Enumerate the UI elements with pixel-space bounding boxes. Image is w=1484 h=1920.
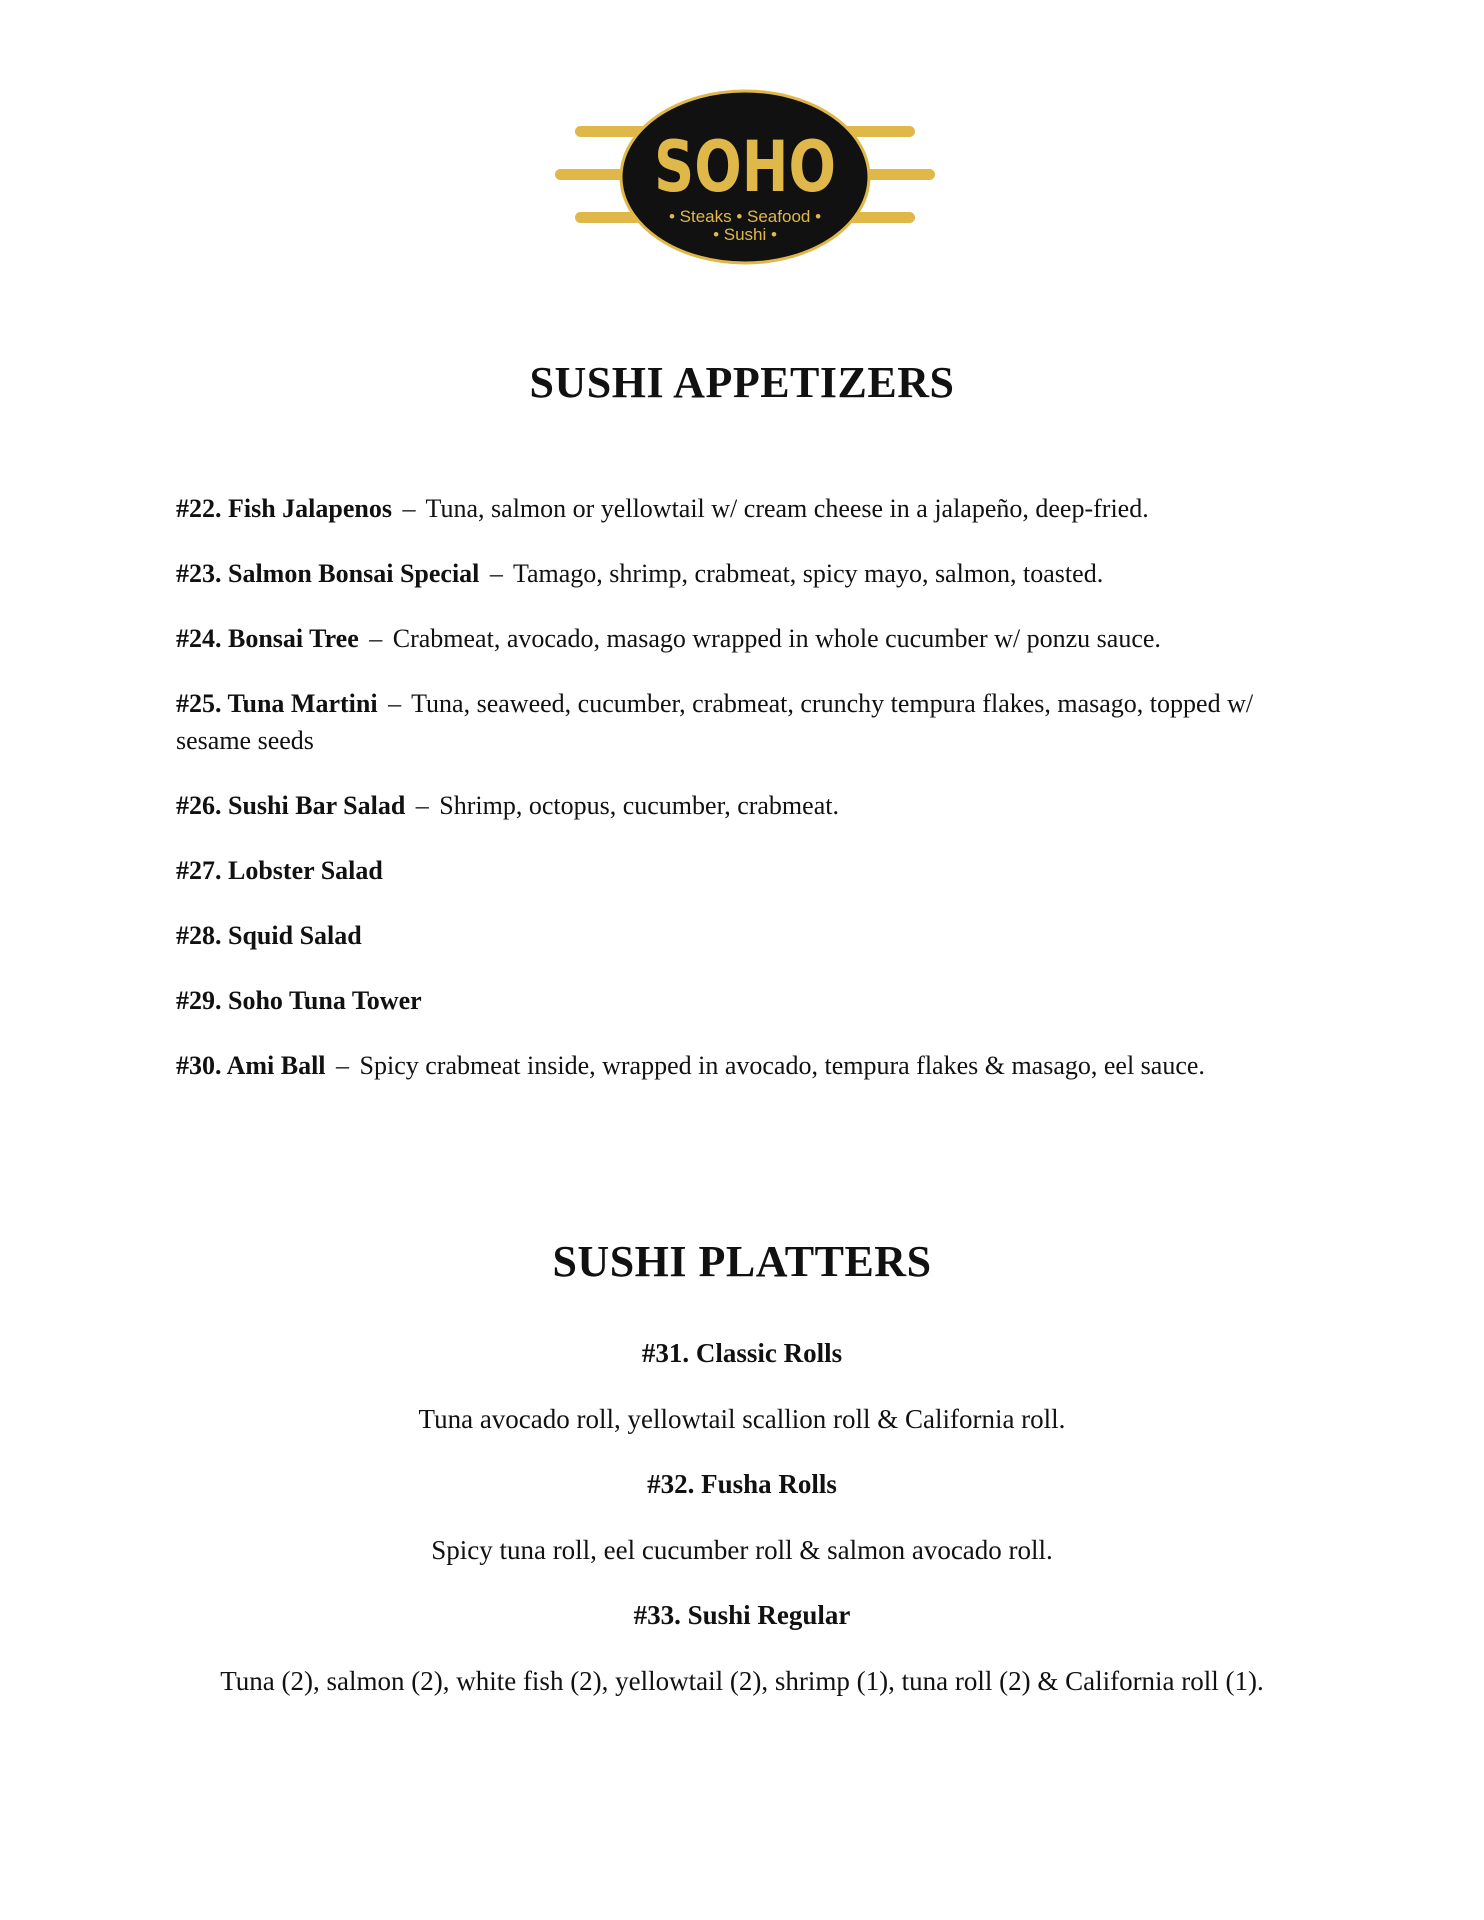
appetizer-name: #29. Soho Tuna Tower — [176, 986, 422, 1015]
platters-title: SUSHI PLATTERS — [552, 1237, 932, 1286]
appetizer-separator: – — [415, 791, 429, 820]
appetizer-description: Crabmeat, avocado, masago wrapped in whole cucumber w/ ponzu sauce. — [392, 624, 1161, 653]
appetizer-name: #25. Tuna Martini — [176, 689, 378, 718]
appetizer-separator: – — [388, 689, 402, 718]
appetizer-description: Tuna, seaweed, cucumber, crabmeat, crunchy tempura flakes, masago, topped w/ sesame seeds — [176, 689, 1254, 755]
platter-item — [0, 1335, 1484, 1371]
appetizer-description: Shrimp, octopus, cucumber, crabmeat. — [439, 791, 839, 820]
appetizer-name: #24. Bonsai Tree — [176, 624, 359, 653]
soho-logo — [555, 86, 935, 268]
logo-tagline-line1: • Steaks • Seafood • — [668, 207, 822, 226]
appetizer-separator: – — [369, 624, 383, 653]
appetizer-item — [176, 787, 1326, 824]
appetizers-list — [176, 490, 1326, 1112]
logo-brand-text: SOHO — [654, 126, 836, 208]
platter-description-block — [0, 1532, 1484, 1568]
appetizer-name: #27. Lobster Salad — [176, 856, 383, 885]
appetizer-item — [176, 685, 1326, 759]
platter-description: Spicy tuna roll, eel cucumber roll & salmon avocado roll. — [431, 1535, 1053, 1565]
appetizer-description: Tuna, salmon or yellowtail w/ cream cheese in a jalapeño, deep-fried. — [425, 494, 1149, 523]
appetizer-item — [176, 555, 1326, 592]
appetizer-description: Spicy crabmeat inside, wrapped in avocado, tempura flakes & masago, eel sauce. — [359, 1051, 1205, 1080]
appetizer-name: #22. Fish Jalapenos — [176, 494, 392, 523]
platter-item — [0, 1466, 1484, 1502]
appetizer-name: #30. Ami Ball — [176, 1051, 326, 1080]
appetizer-item — [176, 490, 1326, 527]
appetizer-item — [176, 1047, 1326, 1084]
appetizer-description: Tamago, shrimp, crabmeat, spicy mayo, salmon, toasted. — [512, 559, 1104, 588]
platter-name: #33. Sushi Regular — [633, 1600, 851, 1630]
platter-description: Tuna avocado roll, yellowtail scallion roll & California roll. — [418, 1404, 1066, 1434]
appetizer-separator: – — [489, 559, 503, 588]
appetizer-separator: – — [402, 494, 416, 523]
platter-name: #31. Classic Rolls — [641, 1338, 843, 1368]
platter-name: #32. Fusha Rolls — [647, 1469, 837, 1499]
appetizer-item — [176, 620, 1326, 657]
appetizer-name: #23. Salmon Bonsai Special — [176, 559, 480, 588]
appetizer-item — [176, 852, 1326, 889]
appetizer-item — [176, 982, 1326, 1019]
platter-description: Tuna (2), salmon (2), white fish (2), yellowtail (2), shrimp (1), tuna roll (2) & California roll (1). — [220, 1666, 1264, 1696]
appetizers-title: SUSHI APPETIZERS — [529, 358, 955, 407]
platter-description-block — [0, 1663, 1484, 1699]
appetizer-separator: – — [336, 1051, 350, 1080]
appetizer-item — [176, 917, 1326, 954]
platter-item — [0, 1597, 1484, 1633]
appetizer-name: #28. Squid Salad — [176, 921, 362, 950]
appetizer-name: #26. Sushi Bar Salad — [176, 791, 406, 820]
platter-description-block — [0, 1401, 1484, 1437]
logo-tagline-line2: • Sushi • — [713, 225, 777, 244]
